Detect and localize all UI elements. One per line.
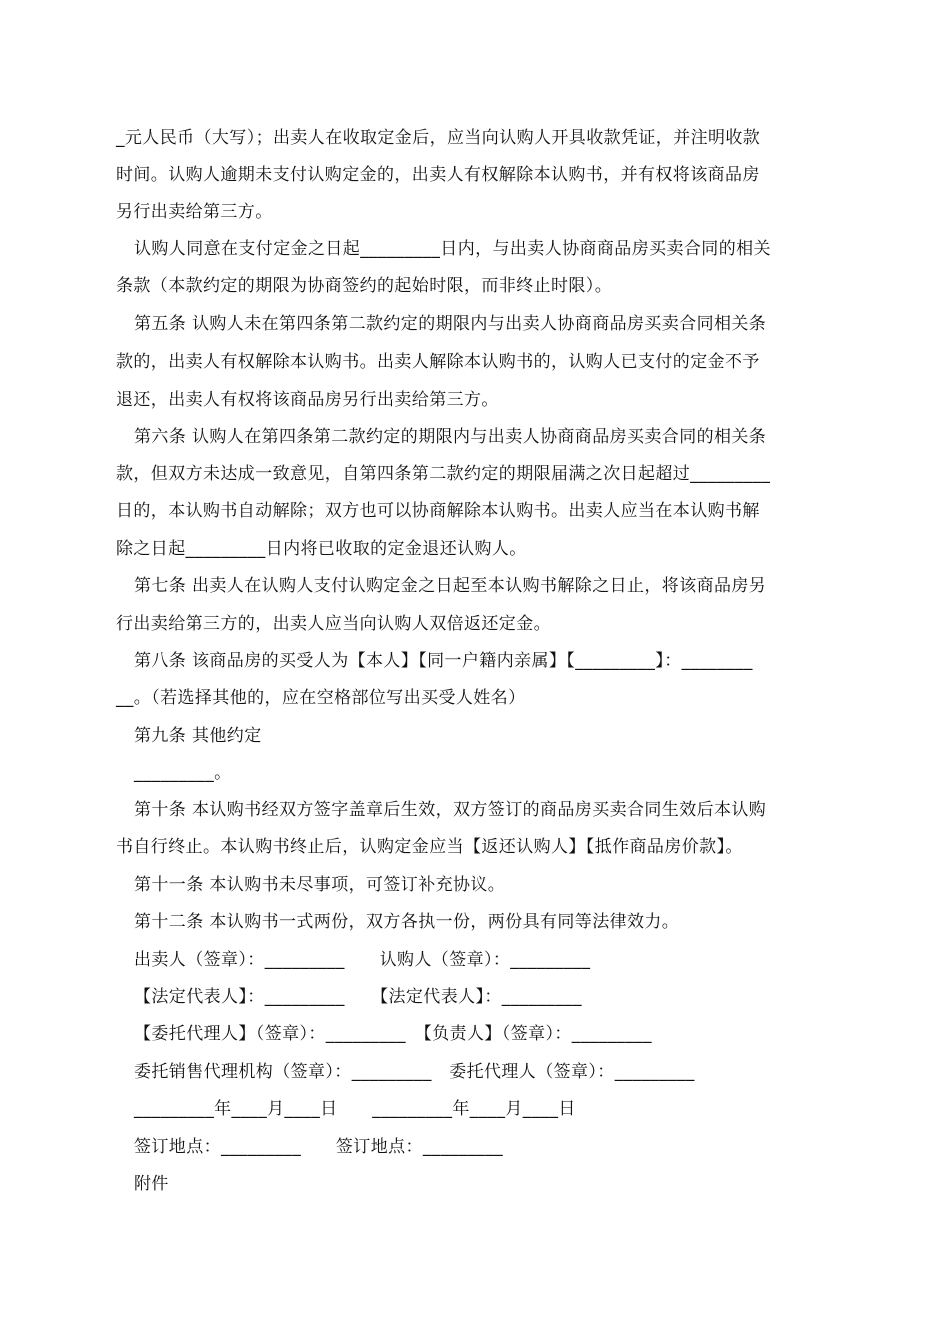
text-line: 款的，出卖人有权解除本认购书。出卖人解除本认购书的，认购人已支付的定金不予 <box>116 352 760 372</box>
text-line: _元人民币（大写）；出卖人在收取定金后，应当向认购人开具收款凭证，并注明收款 <box>116 128 761 148</box>
article-6-line: 第六条 认购人在第四条第二款约定的期限内与出卖人协商商品房买卖合同的相关条 <box>134 427 767 447</box>
text-line: 日的，本认购书自动解除；双方也可以协商解除本认购书。出卖人应当在本认购书解 <box>116 501 760 521</box>
text-line: 认购人同意在支付定金之日起_________日内，与出卖人协商商品房买卖合同的相关 <box>134 239 771 259</box>
text-line: 除之日起_________日内将已收取的定金退还认购人。 <box>116 539 527 559</box>
signature-line: 【法定代表人】：_________ 【法定代表人】：_________ <box>134 987 582 1007</box>
text-line: 条款（本款约定的期限为协商签约的起始时限，而非终止时限）。 <box>116 276 613 296</box>
article-9-line: 第九条 其他约定 <box>134 726 262 746</box>
text-line: 另行出卖给第三方。 <box>116 202 273 222</box>
blank-line: _________。 <box>134 763 232 783</box>
signature-line: 【委托代理人】（签章）：_________ 【负责人】（签章）：_________ <box>134 1024 652 1044</box>
article-12-line: 第十二条 本认购书一式两份，双方各执一份，两份具有同等法律效力。 <box>134 912 680 932</box>
article-10-line: 第十条 本认购书经双方签字盖章后生效，双方签订的商品房买卖合同生效后本认购 <box>134 800 767 820</box>
text-line: 行出卖给第三方的，出卖人应当向认购人双倍返还定金。 <box>116 614 551 634</box>
date-line: _________年____月____日 _________年____月____日 <box>134 1099 576 1119</box>
article-5-line: 第五条 认购人未在第四条第二款约定的期限内与出卖人协商商品房买卖合同相关条 <box>134 314 767 334</box>
signing-place-line: 签订地点：_________ 签订地点：_________ <box>134 1137 503 1157</box>
article-7-line: 第七条 出卖人在认购人支付认购定金之日起至本认购书解除之日止，将该商品房另 <box>134 576 767 596</box>
signature-line: 委托销售代理机构（签章）：_________ 委托代理人（签章）：_________ <box>134 1062 695 1082</box>
text-line: __。（若选择其他的，应在空格部位写出买受人姓名） <box>116 688 526 708</box>
text-line: 退还，出卖人有权将该商品房另行出卖给第三方。 <box>116 390 499 410</box>
article-11-line: 第十一条 本认购书未尽事项，可签订补充协议。 <box>134 875 506 895</box>
text-line: 款，但双方未达成一致意见，自第四条第二款约定的期限届满之次日起超过_________ <box>116 464 771 484</box>
text-line: 时间。认购人逾期未支付认购定金的，出卖人有权解除本认购书，并有权将该商品房 <box>116 165 760 185</box>
text-line: 书自行终止。本认购书终止后，认购定金应当【返还认购人】【抵作商品房价款】。 <box>116 837 743 857</box>
signature-line: 出卖人（签章）：_________ 认购人（签章）：_________ <box>134 950 591 970</box>
article-8-line: 第八条 该商品房的买受人为【本人】【同一户籍内亲属】【_________】：________ <box>134 651 753 671</box>
attachment-heading: 附件 <box>134 1174 169 1194</box>
